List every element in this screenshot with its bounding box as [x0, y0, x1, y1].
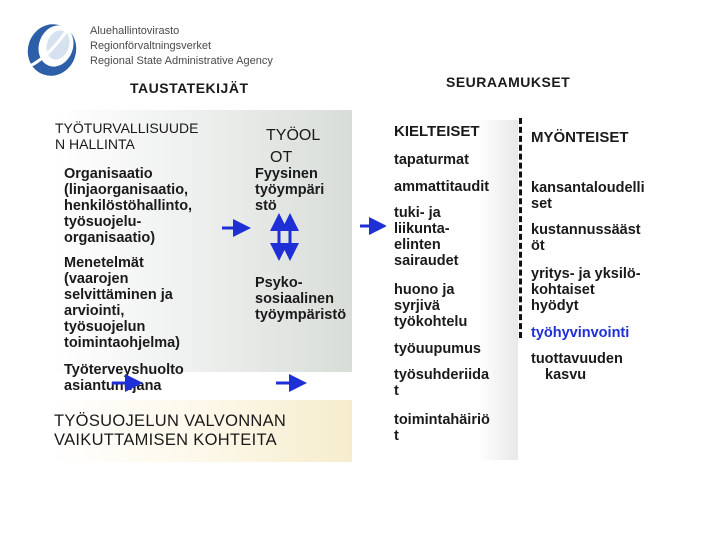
- organisaatio-line: työsuojelu-: [64, 214, 142, 230]
- yritys-line: hyödyt: [531, 298, 579, 314]
- logo-line-fi: Aluehallintovirasto: [90, 25, 180, 37]
- yritys-line: kohtaiset: [531, 282, 595, 298]
- logo-line-en: Regional State Administrative Agency: [90, 55, 273, 67]
- tuottavuus-line: kasvu: [545, 367, 587, 383]
- valvonta-line-2: VAIKUTTAMISEN KOHTEITA: [54, 431, 277, 449]
- kielteiset-title: KIELTEISET: [394, 123, 480, 140]
- menetelmat-line: työsuojelun: [64, 319, 146, 335]
- tyool-line: TYÖOL: [266, 127, 321, 144]
- kielteiset-huono: [394, 282, 467, 330]
- kansantalous-line: kansantaloudelli: [531, 180, 645, 196]
- tyool-line: OT: [270, 149, 293, 166]
- kansantalous-line: set: [531, 196, 552, 212]
- tuki-line: liikunta-: [394, 221, 450, 237]
- myonteiset-kansantalous: [531, 180, 645, 212]
- kielteiset-ammattitaudit: ammattitaudit: [394, 179, 490, 195]
- tyoterveys-line: asiantuntijana: [64, 378, 162, 394]
- myonteiset-title: MYÖNTEISET: [531, 129, 629, 146]
- menetelmat-block: [64, 255, 180, 351]
- organisaatio-line: (linjaorganisaatio,: [64, 182, 189, 198]
- menetelmat-line: (vaarojen: [64, 271, 129, 287]
- menetelmat-line: toimintaohjelma): [64, 335, 181, 351]
- kielteiset-tyosuhde: [394, 367, 489, 399]
- organisaatio-line: organisaatio): [64, 230, 156, 246]
- myonteiset-tyohyvinvointi: työhyvinvointi: [531, 325, 630, 341]
- psyko-block: [255, 275, 346, 323]
- kielteiset-tuki: [394, 205, 458, 269]
- organisaatio-line: henkilöstöhallinto,: [64, 198, 193, 214]
- tuki-line: tuki- ja: [394, 205, 441, 221]
- tuottavuus-line: tuottavuuden: [531, 351, 623, 367]
- tuki-line: sairaudet: [394, 253, 459, 269]
- kustannus-line: öt: [531, 238, 545, 254]
- menetelmat-line: selvittäminen ja: [64, 287, 173, 303]
- myonteiset-kustannus: [531, 222, 641, 254]
- myonteiset-tuottavuus: [531, 351, 623, 383]
- kielteiset-toimintahairiot: [394, 412, 490, 444]
- fyysinen-line: Fyysinen: [255, 166, 318, 182]
- tyoturvallisuus-heading: [55, 120, 198, 152]
- toimintahairiot-line: toimintahäiriö: [394, 412, 490, 428]
- psyko-line: sosiaalinen: [255, 291, 334, 307]
- psyko-line: Psyko-: [255, 275, 303, 291]
- tyoturvallisuus-line-1: TYÖTURVALLISUUDE: [55, 120, 199, 136]
- psyko-line: työympäristö: [255, 307, 347, 323]
- valvonta-box: [50, 400, 352, 462]
- huono-line: huono ja: [394, 282, 455, 298]
- header-taustatekijat: TAUSTATEKIJÄT: [130, 80, 249, 96]
- huono-line: syrjivä: [394, 298, 440, 314]
- myonteiset-yritys: [531, 266, 641, 314]
- organisaatio-line: Organisaatio: [64, 166, 153, 182]
- organisaatio-block: [64, 166, 192, 246]
- menetelmat-line: Menetelmät: [64, 255, 144, 271]
- yritys-line: yritys- ja yksilö-: [531, 266, 641, 282]
- tyoterveys-block: [64, 362, 184, 394]
- aluehallintovirasto-logo-icon: [20, 16, 84, 80]
- huono-line: työkohtelu: [394, 314, 468, 330]
- tyool-heading: [266, 125, 320, 169]
- toimintahairiot-line: t: [394, 428, 399, 444]
- tyoterveys-line: Työterveyshuolto: [64, 362, 184, 378]
- valvonta-line-1: TYÖSUOJELUN VALVONNAN: [54, 412, 287, 430]
- kustannus-line: kustannussääst: [531, 222, 641, 238]
- tyoturvallisuus-line-2: N HALLINTA: [55, 136, 135, 152]
- fyysinen-line: työympäri: [255, 182, 325, 198]
- column-divider: [519, 118, 522, 338]
- logo-line-sv: Regionförvaltningsverket: [90, 40, 212, 52]
- tyosuhde-line: työsuhderiida: [394, 367, 490, 383]
- tyosuhde-line: t: [394, 383, 399, 399]
- fyysinen-line: stö: [255, 198, 277, 214]
- logo-text: [90, 24, 273, 69]
- menetelmat-line: arviointi,: [64, 303, 125, 319]
- header-seuraamukset: SEURAAMUKSET: [446, 74, 571, 90]
- fyysinen-block: [255, 166, 324, 214]
- tuki-line: elinten: [394, 237, 441, 253]
- kielteiset-tapaturmat: tapaturmat: [394, 152, 469, 168]
- kielteiset-tyouupumus: työuupumus: [394, 341, 481, 357]
